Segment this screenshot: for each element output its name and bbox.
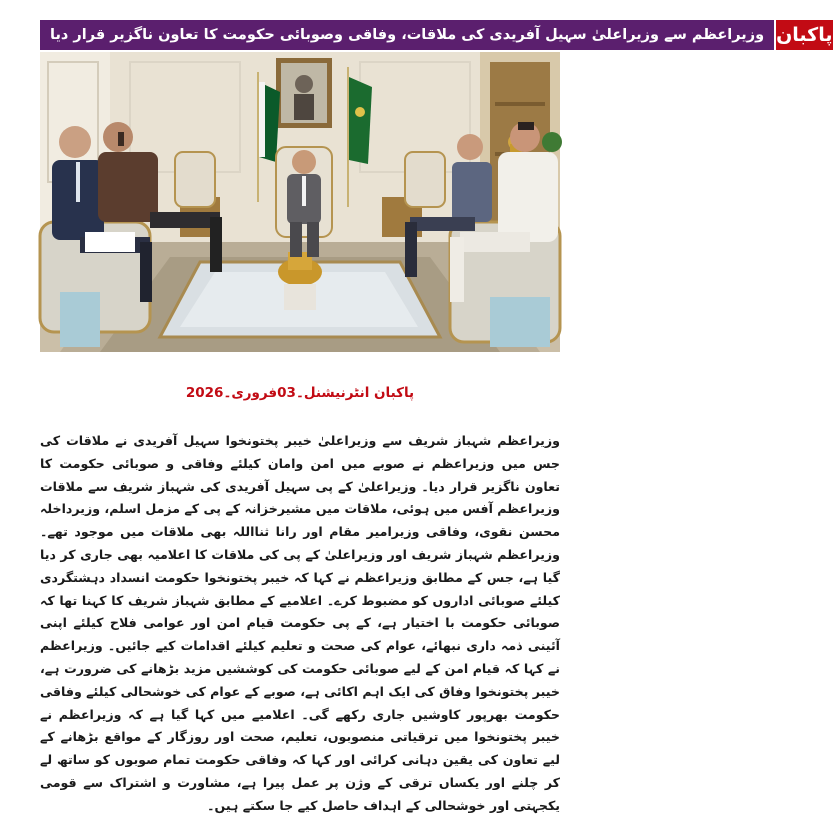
headline: وزیراعظم سے وزیراعلیٰ سہیل آفریدی کی ملاقات، وفاقی وصوبائی حکومت کا تعاون ناگزیر قرار دیا: [40, 20, 774, 50]
meeting-photo-illustration: [40, 52, 560, 352]
meeting-photo: [40, 52, 560, 352]
brand-logo: پاکبان: [774, 20, 832, 50]
article-header: [40, 20, 833, 50]
article-body: وزیراعظم شہباز شریف سے وزیراعلیٰ خیبر پختونخوا سہیل آفریدی نے ملاقات کی جس میں وزیراعظم نے صوبے میں امن وامان کیلئے وفاقی و صوبائی حکومت کا تعاون ناگزیر قرار دیا۔ وزیراعلیٰ کے پی سہیل آفریدی کی شہباز شریف سے ملاقات وزیراعظم آفس میں ہوئی، ملاقات میں مشیرخزانہ کے پی کے مزمل اسلم، وزیرداخلہ محسن نقوی، وفاقی وزیرامیر مقام اور رانا ثنااللہ بھی ملاقات میں موجود تھے۔ وزیراعظم شہباز شریف اور وزیراعلیٰ کے پی کی ملاقات کا اعلامیہ بھی جاری کر دیا گیا ہے، جس کے مطابق وزیراعظم نے کہا کہ خیبر پختونخوا حکومت انسداد دہشتگردی کیلئے صوبائی اداروں کو مضبوط کرے۔ اعلامیے کے مطابق شہباز شریف کا کہنا تھا کہ صوبائی حکومت با اختیار ہے، کے پی حکومت قیام امن اور عوامی فلاح کیلئے اپنی آئینی ذمہ داری نبھائے، عوام کی صحت و تعلیم کیلئے اقدامات کیے جائیں۔ وزیراعظم نے کہا کہ قیام امن کے لیے صوبائی حکومت کی کوششیں مزید بڑھانے کی ضرورت ہے، خیبر پختونخوا وفاق کی ایک اہم اکائی ہے، صوبے کے عوام کی خوشحالی کیلئے وفاقی حکومت بھرپور کاوشیں جاری رکھے گی۔ اعلامیے میں کہا گیا ہے کہ وزیراعظم نے خیبر پختونخوا میں ترقیاتی منصوبوں، تعلیم، صحت اور روزگار کے مواقع بڑھانے کے لیے تعاون کی یقین دہانی کرائی اور کہا کہ وفاقی حکومت تمام صوبوں کو ساتھ لے کر چلنے اور یکساں ترقی کے وژن پر عمل پیرا ہے، مشاورت و اشتراک سے قومی یکجہتی اور خوشحالی کے اہداف حاصل کیے جا سکتے ہیں۔: [40, 433, 560, 813]
dateline: پاکبان انٹرنیشنل۔03فروری۔2026: [185, 385, 415, 401]
